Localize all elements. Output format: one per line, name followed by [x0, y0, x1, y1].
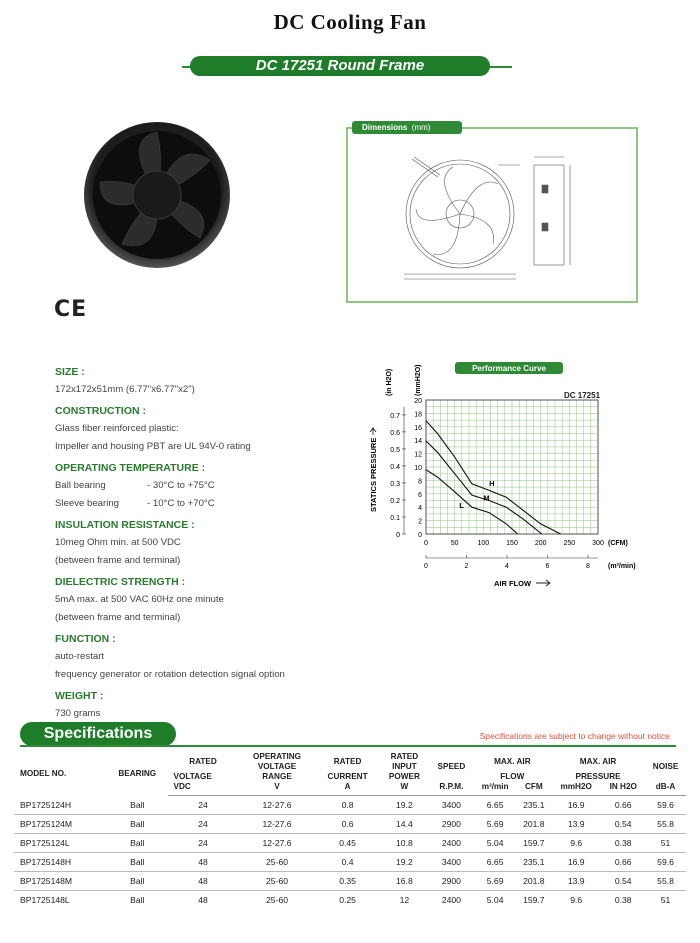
spec-line: (between frame and terminal) — [55, 612, 181, 623]
col-bearing: BEARING — [118, 768, 157, 778]
col-air-pressure-2: PRESSURE — [575, 772, 621, 781]
x-unit-m3: (m³/min) — [608, 563, 636, 570]
spec-line: 5mA max. at 500 VAC 60Hz one minute — [55, 594, 224, 605]
table-cell: 48 — [168, 853, 239, 872]
spec-line: 172x172x51mm (6.77"x6.77"x2") — [55, 384, 195, 395]
table-cell: 12-27.6 — [239, 834, 316, 853]
table-cell: Ball — [130, 799, 145, 810]
table-cell: 25-60 — [239, 853, 316, 872]
series-line-m — [426, 441, 542, 534]
table-cell: 2900 — [429, 872, 473, 891]
table-cell: Ball — [107, 891, 167, 910]
table-cell: 0.38 — [601, 891, 645, 910]
table-cell: Ball — [107, 853, 167, 872]
spec-heading: DIELECTRIC STRENGTH : — [55, 576, 186, 588]
table-row — [14, 815, 686, 834]
table-cell: 12 — [380, 891, 430, 910]
specifications-table — [14, 752, 686, 909]
y-unit-in: (in H2O) — [386, 368, 393, 396]
col-rated-power-1: RATED INPUT — [390, 752, 419, 771]
table-cell: 16.9 — [567, 800, 585, 810]
table-cell: 55.8 — [645, 815, 686, 834]
x-tick-m3: 4 — [505, 563, 509, 570]
table-cell: 0.4 — [316, 853, 380, 872]
col-rated-voltage-2: VOLTAGE — [173, 772, 212, 781]
table-cell: Ball — [107, 872, 167, 891]
table-cell: BP1725148L — [14, 891, 107, 910]
col-rated-voltage-unit: VDC — [168, 782, 239, 796]
table-cell: 51 — [645, 834, 686, 853]
table-cell: 24 — [168, 815, 239, 834]
x-tick-cfm: 200 — [534, 540, 547, 547]
table-cell: 2900 — [429, 815, 473, 834]
fan-photo — [82, 120, 232, 270]
x-axis-label: AIR FLOW — [494, 579, 532, 588]
table-cell: 0.66 — [601, 853, 645, 872]
y-axis-arrow-icon — [370, 428, 376, 435]
specifications-title: Specifications — [20, 722, 176, 746]
spec-pair-label: Ball bearing — [55, 480, 106, 491]
table-cell: 201.8 — [517, 872, 551, 891]
spec-heading: CONSTRUCTION : — [55, 405, 146, 417]
col-rated-current-2: CURRENT — [327, 772, 368, 781]
col-speed: SPEED — [437, 762, 466, 771]
spec-pair — [55, 477, 355, 495]
y-tick-mm: 20 — [414, 398, 422, 405]
series-label-h: H — [489, 478, 495, 488]
x-tick-cfm: 50 — [450, 540, 459, 547]
col-air-flow-1: MAX. AIR — [494, 757, 531, 766]
table-cell: BP1725124M — [14, 815, 107, 834]
col-air-flow-m3: m³/min — [474, 782, 517, 796]
table-cell: BP1725124H — [20, 799, 72, 810]
spec-line: 10meg Ohm min. at 500 VDC — [55, 537, 181, 548]
spec-line: frequency generator or rotation detection signal option — [55, 669, 285, 680]
table-cell: 0.25 — [316, 891, 380, 910]
x-tick-m3: 2 — [464, 563, 469, 570]
table-cell: BP1725124L — [14, 834, 107, 853]
table-row — [14, 796, 686, 815]
x-tick-cfm: 150 — [506, 540, 518, 547]
y-tick-mm: 16 — [414, 424, 422, 432]
table-cell: 48 — [168, 891, 239, 910]
table-cell: 0.8 — [341, 800, 354, 810]
col-operating-voltage-1: OPERATING VOLTAGE — [252, 752, 302, 771]
table-cell: 9.6 — [551, 891, 601, 910]
y-tick-in: 0.3 — [390, 480, 400, 488]
y-tick-in: 0.7 — [390, 412, 400, 420]
col-noise: NOISE — [652, 762, 679, 771]
col-air-pressure-in: IN H2O — [601, 782, 645, 796]
dimensions-drawing — [348, 129, 636, 301]
table-cell: 16.8 — [380, 872, 430, 891]
y-tick-mm: 2 — [418, 518, 422, 526]
spec-line: Glass fiber reinforced plastic: — [55, 423, 179, 434]
table-cell: 9.6 — [551, 834, 601, 853]
spec-line: 730 grams — [55, 708, 101, 719]
spec-pair-value: - 10°C to +70°C — [147, 498, 215, 509]
table-cell: 5.04 — [474, 891, 517, 910]
table-cell: 235.1 — [517, 853, 551, 872]
y-tick-mm: 0 — [418, 532, 422, 539]
table-cell: BP1725148H — [14, 853, 107, 872]
table-cell: Ball — [107, 834, 167, 853]
table-cell: 12-27.6 — [262, 800, 292, 810]
y-tick-mm: 14 — [414, 438, 422, 446]
y-tick-in: 0.5 — [390, 446, 400, 454]
table-cell: 24 — [168, 834, 239, 853]
table-cell: 5.04 — [474, 834, 517, 853]
table-cell: 12-27.6 — [239, 815, 316, 834]
table-cell: 3400 — [441, 800, 461, 810]
dimensions-label: Dimensions (mm) — [352, 121, 462, 134]
product-subtitle: DC 17251 Round Frame — [190, 56, 490, 76]
col-air-flow-2: FLOW — [500, 772, 525, 781]
spec-pair-label: Sleeve bearing — [55, 498, 120, 509]
table-cell: 48 — [168, 872, 239, 891]
specifications-note: Specifications are subject to change without notice — [479, 731, 670, 741]
spec-line: (between frame and terminal) — [55, 555, 181, 566]
table-cell: 0.38 — [601, 834, 645, 853]
col-rated-voltage-1: RATED — [189, 757, 217, 766]
table-cell: Ball — [107, 815, 167, 834]
x-tick-cfm: 250 — [563, 540, 576, 547]
table-row — [14, 891, 686, 910]
table-cell: 235.1 — [523, 800, 545, 810]
table-cell: 13.9 — [551, 872, 601, 891]
table-cell: 5.69 — [474, 872, 517, 891]
table-cell: 5.69 — [474, 815, 517, 834]
col-air-pressure-mm: mmH2O — [551, 782, 601, 796]
spec-pair — [55, 495, 355, 513]
x-tick-m3: 0 — [424, 563, 428, 570]
table-cell: 16.9 — [551, 853, 601, 872]
y-tick-mm: 10 — [414, 465, 422, 472]
y-tick-in: 0.1 — [390, 514, 400, 522]
table-cell: 13.9 — [551, 815, 601, 834]
series-label-l: L — [459, 500, 464, 510]
series-line-l — [426, 470, 518, 534]
table-cell: 6.65 — [474, 853, 517, 872]
spec-heading: SIZE : — [55, 366, 85, 378]
table-cell: 0.45 — [316, 834, 380, 853]
table-cell: 0.54 — [601, 815, 645, 834]
col-rated-current-unit: A — [316, 782, 380, 796]
col-air-flow-cfm: CFM — [517, 782, 551, 796]
table-row — [14, 872, 686, 891]
table-cell: 6.65 — [486, 800, 504, 810]
table-cell: 19.2 — [396, 800, 413, 810]
spec-heading: INSULATION RESISTANCE : — [55, 519, 195, 531]
table-cell: 14.4 — [380, 815, 430, 834]
col-noise-unit: dB-A — [645, 782, 686, 796]
table-cell: 55.8 — [645, 872, 686, 891]
table-row — [14, 853, 686, 872]
table-cell: 159.7 — [517, 891, 551, 910]
col-rated-power-2: POWER — [388, 772, 420, 781]
y-tick-in: 0 — [396, 532, 400, 539]
spec-heading: FUNCTION : — [55, 633, 116, 645]
col-operating-voltage-unit: V — [239, 782, 316, 796]
table-cell: 0.35 — [316, 872, 380, 891]
y-tick-mm: 18 — [414, 411, 422, 419]
y-tick-mm: 6 — [418, 491, 422, 499]
table-cell: 25-60 — [239, 891, 316, 910]
spec-list — [55, 360, 355, 723]
spec-heading: OPERATING TEMPERATURE : — [55, 462, 206, 474]
table-cell: 0.54 — [601, 872, 645, 891]
performance-chart — [364, 360, 654, 590]
x-unit-cfm: (CFM) — [608, 540, 628, 547]
table-cell: 51 — [645, 891, 686, 910]
table-cell: 201.8 — [517, 815, 551, 834]
table-cell: 10.8 — [380, 834, 430, 853]
spec-pair-value: - 30°C to +75°C — [147, 480, 215, 491]
spec-line: Impeller and housing PBT are UL 94V-0 rating — [55, 441, 251, 452]
col-rated-current-1: RATED — [333, 757, 362, 766]
y-axis-label: STATICS PRESSURE — [369, 437, 378, 512]
chart-badge-text: Performance Curve — [472, 364, 546, 373]
x-tick-cfm: 300 — [592, 540, 604, 547]
table-row — [14, 834, 686, 853]
table-cell: 2400 — [429, 891, 473, 910]
x-tick-m3: 8 — [586, 563, 590, 570]
table-cell: BP1725148M — [14, 872, 107, 891]
x-tick-cfm: 100 — [477, 540, 490, 547]
x-tick-m3: 6 — [545, 563, 550, 570]
y-tick-mm: 4 — [418, 505, 422, 513]
dimensions-panel — [346, 127, 638, 303]
chart-title: DC 17251 — [564, 391, 601, 400]
col-air-pressure-1: MAX. AIR — [579, 757, 617, 766]
table-cell: 159.7 — [517, 834, 551, 853]
y-tick-mm: 8 — [418, 478, 422, 486]
table-cell: 59.6 — [657, 800, 674, 810]
series-label-m: M — [483, 493, 490, 503]
table-cell: 0.66 — [614, 800, 632, 810]
ce-mark: CE — [54, 297, 88, 322]
spec-line: auto-restart — [55, 651, 105, 662]
spec-heading: WEIGHT : — [55, 690, 104, 702]
col-speed-unit: R.P.M. — [429, 782, 473, 796]
y-tick-in: 0.6 — [390, 429, 400, 437]
col-operating-voltage-2: RANGE — [262, 772, 292, 781]
y-unit-mm: (mmH2O) — [415, 364, 422, 396]
y-tick-in: 0.2 — [390, 497, 400, 505]
y-tick-in: 0.4 — [390, 463, 400, 471]
table-cell: 2400 — [429, 834, 473, 853]
col-rated-power-unit: W — [380, 782, 430, 796]
table-cell: 59.6 — [645, 853, 686, 872]
table-cell: 3400 — [429, 853, 473, 872]
table-cell: 25-60 — [239, 872, 316, 891]
table-cell: 0.6 — [316, 815, 380, 834]
table-cell: 19.2 — [380, 853, 430, 872]
specifications-rule — [20, 745, 676, 747]
col-model: MODEL NO. — [20, 768, 67, 778]
page-title: DC Cooling Fan — [273, 10, 427, 34]
x-tick-cfm: 0 — [424, 540, 428, 547]
y-tick-mm: 12 — [414, 451, 422, 459]
table-cell: 24 — [198, 800, 208, 810]
x-axis-arrow-icon — [536, 580, 550, 586]
